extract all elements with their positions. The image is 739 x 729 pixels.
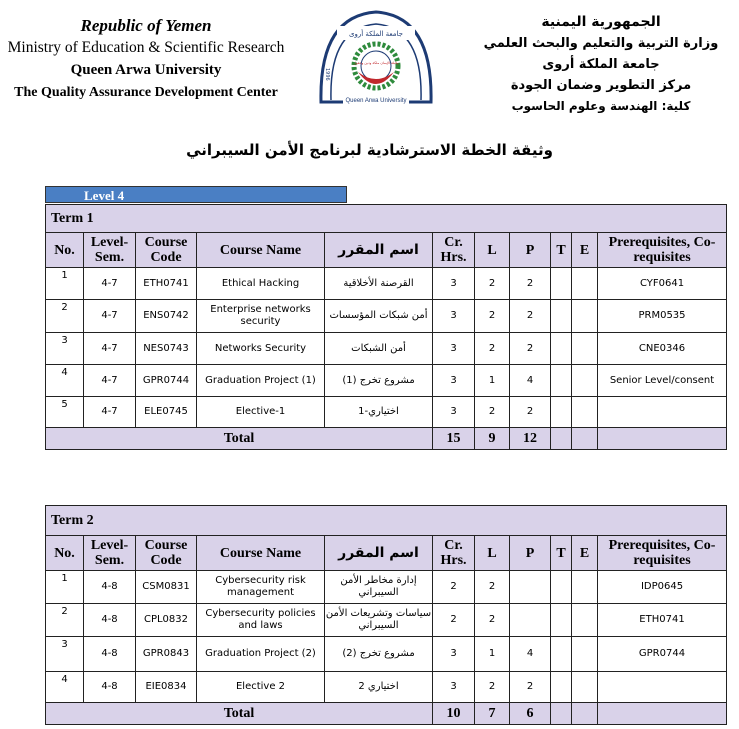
row-arabic: مشروع تخرج (1) [325,365,433,397]
row-t [551,365,572,397]
table-row [46,365,727,397]
col-cr-hrs: Cr. Hrs. [433,536,475,571]
row-prereq [598,672,727,703]
col-e: E [572,233,598,268]
row-cr: 3 [433,637,475,672]
col-level-sem: Level-Sem. [84,233,136,268]
row-p: 2 [510,397,551,428]
table-row [46,397,727,428]
total-e [572,703,598,725]
row-p [510,604,551,637]
total-t [551,428,572,450]
row-code: ELE0745 [136,397,197,428]
row-cr: 2 [433,571,475,604]
row-name: Enterprise networks security [197,300,325,333]
row-l: 2 [475,672,510,703]
logo-year: 1996 [324,68,330,81]
row-prereq: GPR0744 [598,637,727,672]
col-t: T [551,536,572,571]
row-level: 4-7 [84,300,136,333]
row-e [572,637,598,672]
logo-bottom-text: Queen Arwa University [345,98,407,104]
table-row [46,637,727,672]
total-prereq [598,703,727,725]
col-prereq: Prerequisites, Co-requisites [598,233,727,268]
total-label: Total [46,428,433,450]
row-code: ENS0742 [136,300,197,333]
row-name: Cybersecurity risk management [197,571,325,604]
row-no: 4 [46,672,84,703]
row-t [551,604,572,637]
ministry-name: Ministry of Education & Scientific Research [7,39,285,56]
total-l: 7 [475,703,510,725]
college-name-ar: كلية: الهندسة وعلوم الحاسوب [511,99,691,113]
col-arabic-name: اسم المقرر [325,233,433,268]
col-cr-hrs: Cr. Hrs. [433,233,475,268]
total-p: 6 [510,703,551,725]
col-course-code: Course Code [136,233,197,268]
row-e [572,365,598,397]
row-code: GPR0843 [136,637,197,672]
republic-title-ar: الجمهورية اليمنية [541,14,661,30]
row-t [551,300,572,333]
row-code: CSM0831 [136,571,197,604]
term-title: Term 1 [46,205,727,233]
row-e [572,604,598,637]
table-row [46,300,727,333]
table-row [46,571,727,604]
row-no: 3 [46,333,84,365]
row-prereq: ETH0741 [598,604,727,637]
row-code: GPR0744 [136,365,197,397]
row-t [551,571,572,604]
row-no: 2 [46,604,84,637]
total-row [46,703,727,725]
row-arabic: اختياري-1 [325,397,433,428]
table-row [46,672,727,703]
row-level: 4-7 [84,333,136,365]
row-code: CPL0832 [136,604,197,637]
row-name: Cybersecurity policies and laws [197,604,325,637]
col-e: E [572,536,598,571]
row-name: Elective-1 [197,397,325,428]
row-name: Graduation Project (2) [197,637,325,672]
row-t [551,637,572,672]
row-arabic: أمن الشبكات [325,333,433,365]
table-row [46,333,727,365]
row-prereq: CNE0346 [598,333,727,365]
row-e [572,333,598,365]
university-logo [313,8,439,108]
row-e [572,571,598,604]
row-e [572,268,598,300]
row-p: 2 [510,672,551,703]
row-p: 4 [510,637,551,672]
row-arabic: القرصنة الأخلاقية [325,268,433,300]
col-arabic-name: اسم المقرر [325,536,433,571]
row-arabic: سياسات وتشريعات الأمن السيبراني [325,604,433,637]
row-no: 1 [46,571,84,604]
row-l: 2 [475,571,510,604]
row-p [510,571,551,604]
row-level: 4-8 [84,604,136,637]
row-level: 4-8 [84,571,136,604]
row-no: 3 [46,637,84,672]
row-cr: 3 [433,268,475,300]
ministry-name-ar: وزارة التربية والتعليم والبحث العلمي [483,36,719,51]
row-p: 4 [510,365,551,397]
col-l: L [475,233,510,268]
row-l: 2 [475,333,510,365]
row-p: 2 [510,333,551,365]
col-p: P [510,233,551,268]
row-prereq [598,397,727,428]
logo-top-text: جامعة الملكة أروى [348,30,404,38]
row-arabic: أمن شبكات المؤسسات [325,300,433,333]
row-name: Ethical Hacking [197,268,325,300]
table-row [46,604,727,637]
total-p: 12 [510,428,551,450]
row-t [551,333,572,365]
row-prereq: Senior Level/consent [598,365,727,397]
row-no: 5 [46,397,84,428]
row-arabic: مشروع تخرج (2) [325,637,433,672]
row-prereq: CYF0641 [598,268,727,300]
row-level: 4-8 [84,672,136,703]
center-name-ar: مركز التطوير وضمان الجودة [510,78,692,93]
term2-table [45,505,727,725]
row-cr: 3 [433,672,475,703]
row-e [572,300,598,333]
col-course-code: Course Code [136,536,197,571]
row-no: 4 [46,365,84,397]
row-cr: 3 [433,365,475,397]
row-prereq: PRM0535 [598,300,727,333]
row-l: 1 [475,365,510,397]
total-prereq [598,428,727,450]
total-l: 9 [475,428,510,450]
row-p: 2 [510,268,551,300]
row-arabic: اختياري 2 [325,672,433,703]
row-code: ETH0741 [136,268,197,300]
row-t [551,268,572,300]
row-cr: 2 [433,604,475,637]
row-l: 2 [475,397,510,428]
row-arabic: إدارة مخاطر الأمن السيبراني [325,571,433,604]
row-code: NES0743 [136,333,197,365]
row-level: 4-7 [84,365,136,397]
row-level: 4-7 [84,268,136,300]
header-right [481,12,721,117]
center-name: The Quality Assurance Development Center [14,85,278,100]
row-cr: 3 [433,333,475,365]
col-no: No. [46,536,84,571]
term1-table [45,204,727,450]
table-row [46,268,727,300]
logo-inner-text: وقبلة الإيمان ملكة ودين وعقول [353,61,399,65]
row-level: 4-7 [84,397,136,428]
total-row [46,428,727,450]
level-label: Level 4 [45,186,347,203]
row-l: 2 [475,604,510,637]
col-level-sem: Level-Sem. [84,536,136,571]
row-cr: 3 [433,300,475,333]
total-cr: 10 [433,703,475,725]
row-level: 4-8 [84,637,136,672]
total-t [551,703,572,725]
col-no: No. [46,233,84,268]
university-name: Queen Arwa University [70,62,222,78]
col-p: P [510,536,551,571]
row-t [551,397,572,428]
row-no: 2 [46,300,84,333]
term-title: Term 2 [46,506,727,536]
total-label: Total [46,703,433,725]
row-t [551,672,572,703]
total-cr: 15 [433,428,475,450]
col-t: T [551,233,572,268]
row-name: Graduation Project (1) [197,365,325,397]
row-l: 2 [475,268,510,300]
document-title: وثيقة الخطة الاسترشادية لبرنامج الأمن السيبراني [186,141,553,159]
row-prereq: IDP0645 [598,571,727,604]
row-l: 2 [475,300,510,333]
col-course-name: Course Name [197,233,325,268]
row-e [572,397,598,428]
col-course-name: Course Name [197,536,325,571]
header-left [0,14,292,104]
total-e [572,428,598,450]
row-cr: 3 [433,397,475,428]
republic-title: Republic of Yemen [80,16,212,35]
row-name: Networks Security [197,333,325,365]
row-p: 2 [510,300,551,333]
row-no: 1 [46,268,84,300]
row-name: Elective 2 [197,672,325,703]
row-e [572,672,598,703]
col-l: L [475,536,510,571]
col-prereq: Prerequisites, Co-requisites [598,536,727,571]
row-l: 1 [475,637,510,672]
university-name-ar: جامعة الملكة أروى [542,57,660,72]
row-code: EIE0834 [136,672,197,703]
